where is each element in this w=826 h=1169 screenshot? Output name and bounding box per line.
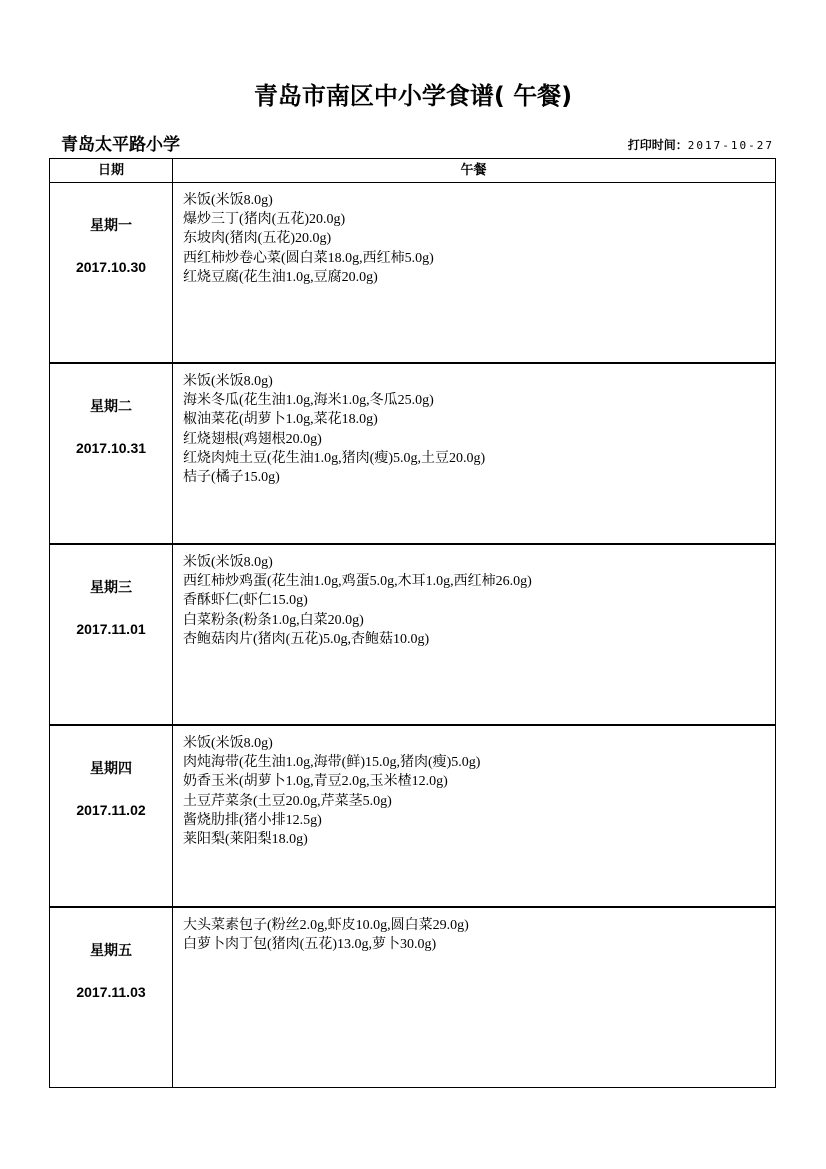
- menu-item: 白菜粉条(粉条1.0g,白菜20.0g): [183, 612, 364, 628]
- date-cell: [50, 545, 173, 724]
- header-date: 日期: [50, 159, 173, 182]
- date-label: 2017.11.02: [76, 802, 146, 818]
- menu-item: 西红柿炒鸡蛋(花生油1.0g,鸡蛋5.0g,木耳1.0g,西红柿26.0g): [183, 574, 532, 590]
- menu-item: 奶香玉米(胡萝卜1.0g,青豆2.0g,玉米楂12.0g): [183, 774, 448, 790]
- menu-item: 米饭(米饭8.0g): [183, 193, 273, 208]
- day-row-wednesday: [49, 544, 776, 725]
- menu-list: [183, 553, 767, 649]
- menu-item: 红烧翅根(鸡翅根20.0g): [183, 431, 322, 447]
- menu-item: 土豆芹菜条(土豆20.0g,芹菜茎5.0g): [183, 793, 392, 809]
- menu-item: 红烧豆腐(花生油1.0g,豆腐20.0g): [183, 269, 378, 285]
- print-time-value: 2017-10-27: [687, 139, 774, 152]
- school-name: 青岛太平路小学: [61, 135, 180, 155]
- weekday-label: 星期四: [90, 761, 132, 777]
- menu-item: 莱阳梨(莱阳梨18.0g): [183, 832, 308, 848]
- date-cell: [50, 908, 173, 1087]
- print-time: [628, 136, 774, 153]
- menu-item: 大头菜素包子(粉丝2.0g,虾皮10.0g,圆白菜29.0g): [183, 918, 469, 933]
- menu-list: [183, 191, 767, 287]
- menu-list: [183, 372, 767, 487]
- date-cell: [50, 726, 173, 906]
- menu-item: 爆炒三丁(猪肉(五花)20.0g): [183, 212, 346, 228]
- menu-item: 米饭(米饭8.0g): [183, 736, 273, 751]
- day-row-friday: [49, 907, 776, 1088]
- weekday-label: 星期三: [90, 580, 132, 596]
- header-lunch: 午餐: [460, 163, 487, 178]
- date-cell: [50, 183, 173, 362]
- day-row-tuesday: [49, 363, 776, 544]
- date-label: 2017.10.30: [75, 259, 147, 275]
- menu-list: [183, 734, 767, 849]
- menu-item: 海米冬瓜(花生油1.0g,海米1.0g,冬瓜25.0g): [183, 393, 434, 409]
- menu-item: 酱烧肋排(猪小排12.5g): [183, 812, 322, 828]
- menu-item: 东坡肉(猪肉(五花)20.0g): [183, 231, 332, 247]
- date-label: 2017.10.31: [75, 440, 147, 456]
- page-title: 青岛市南区中小学食谱( 午餐): [253, 82, 573, 110]
- date-cell: [50, 364, 173, 543]
- menu-item: 椒油菜花(胡萝卜1.0g,菜花18.0g): [183, 412, 378, 428]
- date-label: 2017.11.01: [76, 621, 146, 637]
- menu-item: 杏鲍菇肉片(猪肉(五花)5.0g,杏鲍菇10.0g): [183, 631, 430, 647]
- menu-item: 肉炖海带(花生油1.0g,海带(鲜)15.0g,猪肉(瘦)5.0g): [183, 755, 481, 771]
- weekday-label: 星期一: [90, 218, 132, 234]
- day-row-thursday: [49, 725, 776, 907]
- weekday-label: 星期五: [90, 943, 132, 959]
- menu-list: [183, 916, 767, 954]
- print-time-label: 打印时间：: [627, 138, 688, 152]
- weekday-label: 星期二: [90, 399, 132, 415]
- table-header: [49, 158, 776, 183]
- menu-item: 西红柿炒卷心菜(圆白菜18.0g,西红柿5.0g): [183, 250, 434, 266]
- menu-item: 白萝卜肉丁包(猪肉(五花)13.0g,萝卜30.0g): [183, 937, 437, 953]
- menu-item: 红烧肉炖土豆(花生油1.0g,猪肉(瘦)5.0g,土豆20.0g): [183, 450, 486, 466]
- menu-item: 米饭(米饭8.0g): [183, 374, 273, 389]
- menu-item: 香酥虾仁(虾仁15.0g): [183, 593, 308, 609]
- date-label: 2017.11.03: [76, 984, 146, 1000]
- day-row-monday: [49, 182, 776, 363]
- menu-item: 米饭(米饭8.0g): [183, 555, 273, 570]
- menu-item: 桔子(橘子15.0g): [183, 470, 280, 486]
